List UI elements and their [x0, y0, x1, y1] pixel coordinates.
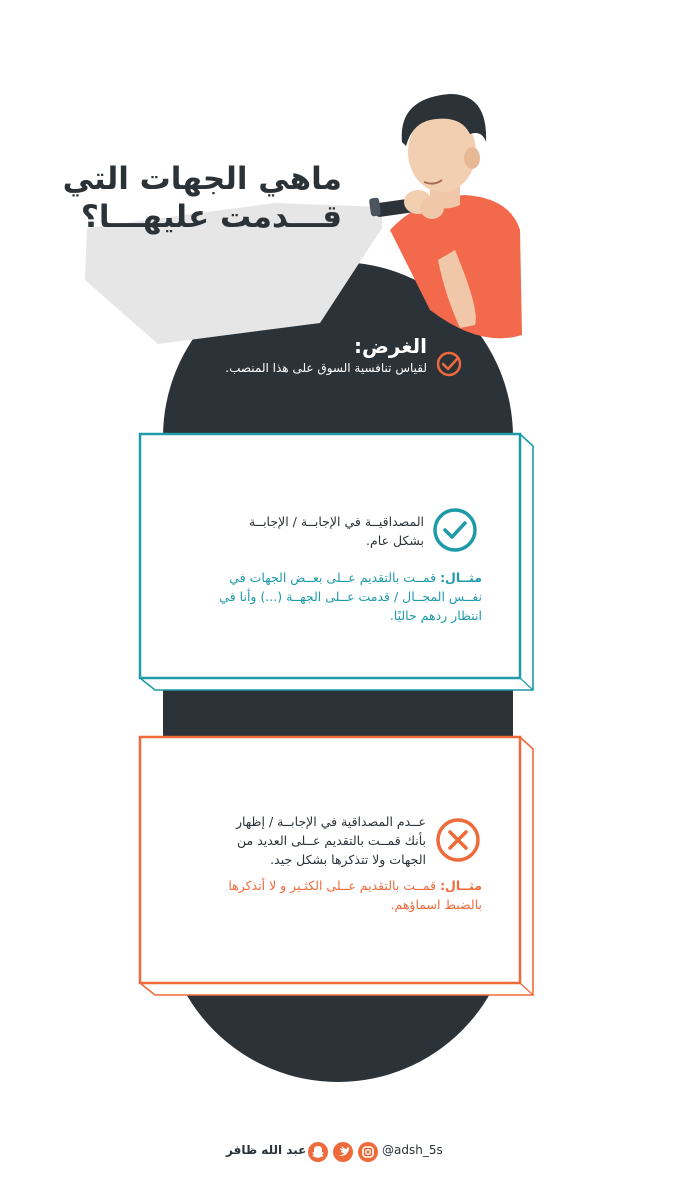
- twitter-icon[interactable]: [333, 1142, 353, 1162]
- bad-statement: [180, 812, 426, 869]
- bad-example-line-2: بالضبط اسماؤهم.: [390, 897, 482, 912]
- good-statement-line-2: بشكل عام.: [366, 533, 424, 548]
- good-statement-line-1: المصداقيــة في الإجابــة / الإجابــة: [249, 514, 424, 529]
- title-line-1: ماهي الجهات التي: [62, 161, 342, 197]
- bad-statement-line-1: عــدم المصداقية في الإجابــة / إظهار: [235, 814, 426, 829]
- check-circle-icon: [436, 351, 462, 377]
- footer: [220, 1138, 470, 1166]
- x-circle-icon: [434, 816, 482, 864]
- page-title: [42, 160, 342, 236]
- purpose-text: لقياس تنافسية السوق على هذا المنصب.: [225, 361, 427, 375]
- bad-example-label: مثــال:: [440, 878, 482, 893]
- footer-handle: @adsh_5s: [382, 1143, 443, 1157]
- good-example: [180, 568, 482, 625]
- snapchat-icon[interactable]: [308, 1142, 328, 1162]
- bad-example: [180, 876, 482, 914]
- bad-statement-line-2: بأنك قمــت بالتقديم عــلى العديد من: [237, 833, 426, 848]
- footer-name: عبد الله ظافر: [226, 1143, 307, 1157]
- bad-example-line-1: قمــت بالتقديم عــلى الكثـير و لا أتذكرها: [228, 878, 437, 893]
- purpose-heading: الغرض:: [354, 334, 427, 358]
- instagram-icon[interactable]: [358, 1142, 378, 1162]
- check-circle-icon: [431, 506, 479, 554]
- good-example-label: مثــال:: [440, 570, 482, 585]
- good-card-frame: [135, 432, 539, 696]
- person-illustration: [360, 80, 540, 350]
- good-example-line-1: قمــت بالتقديم عــلى بعــض الجهات في: [229, 570, 437, 585]
- good-example-line-3: انتظار ردهم حاليًا.: [389, 608, 482, 623]
- good-example-line-2: نفــس المجــال / قدمت عــلى الجهــة (...) وأنا في: [219, 589, 482, 604]
- good-statement: [180, 512, 424, 550]
- bad-statement-line-3: الجهات ولا تتذكرها بشكل جيد.: [270, 852, 426, 867]
- title-line-2: قـــدمت عليهـــا؟: [80, 199, 342, 235]
- purpose-block: [197, 333, 427, 377]
